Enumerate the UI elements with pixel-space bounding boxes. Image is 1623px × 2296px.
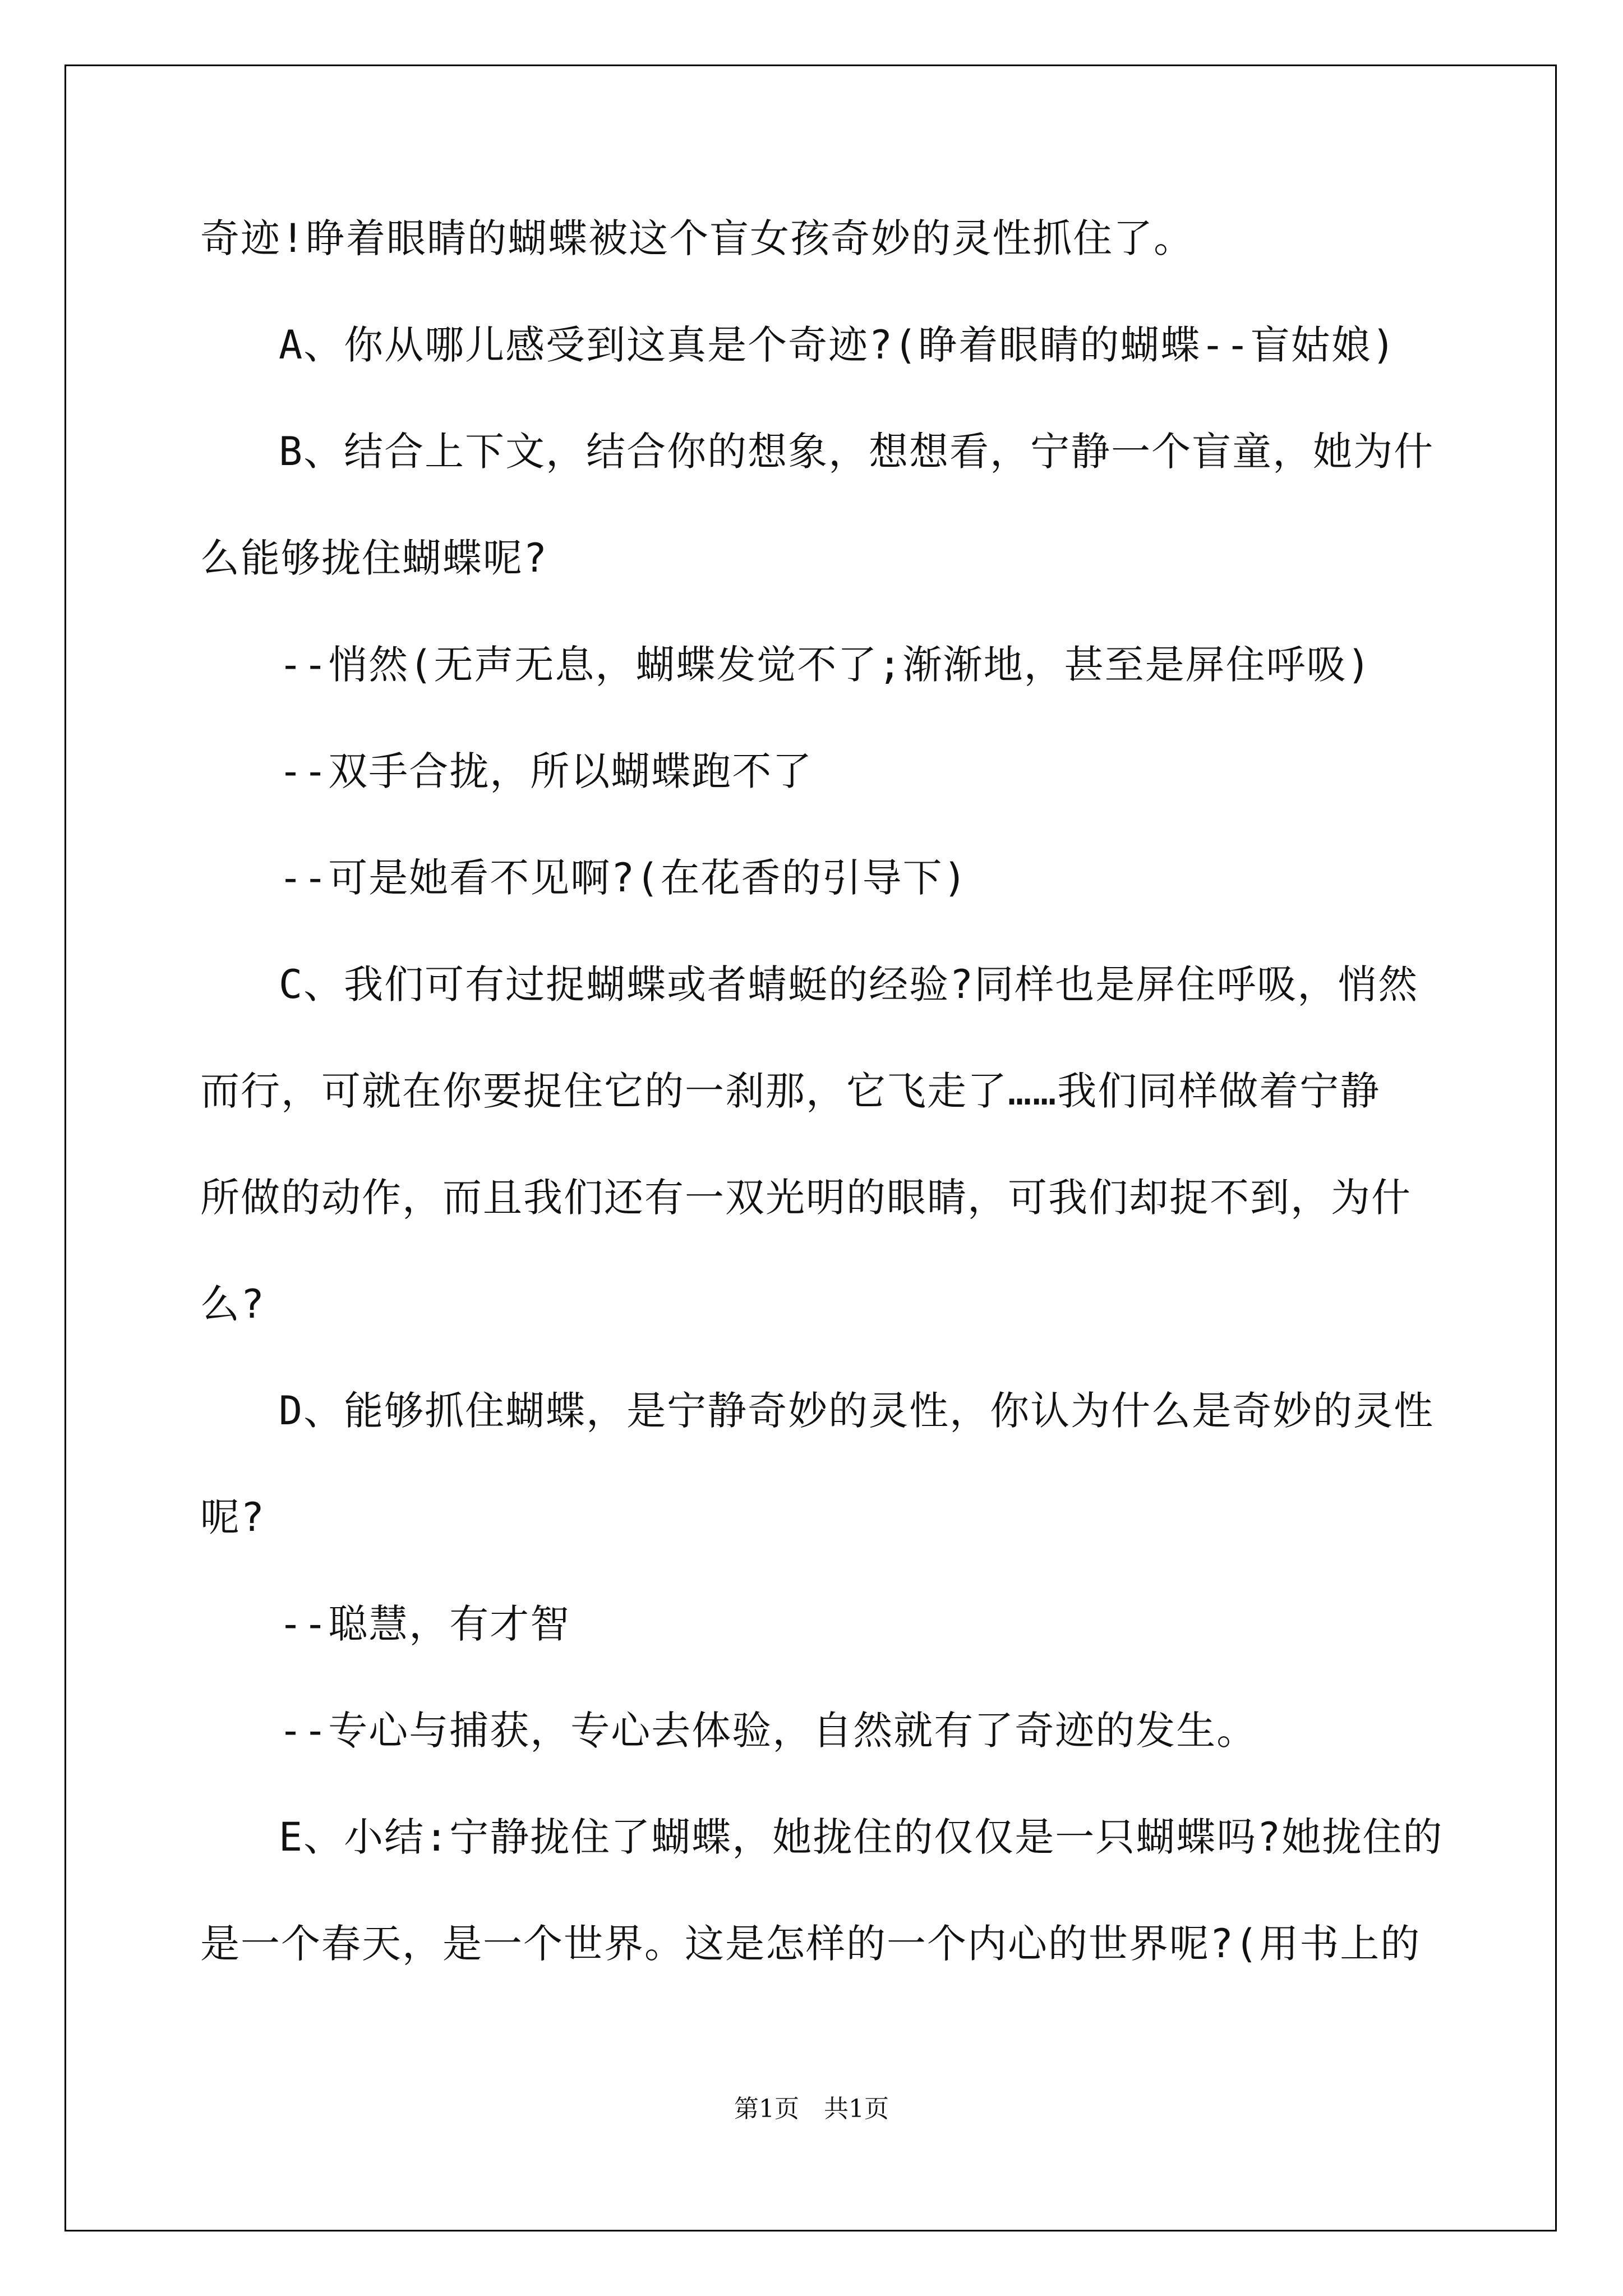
body-line-11: 么? [200, 1281, 266, 1327]
body-line-6: --双手合拢，所以蝴蝶跑不了 [279, 748, 813, 794]
body-line-16: E、小结:宁静拢住了蝴蝶，她拢住的仅仅是一只蝴蝶吗?她拢住的 [279, 1814, 1444, 1860]
body-line-2: A、你从哪儿感受到这真是个奇迹?(睁着眼睛的蝴蝶--盲姑娘) [279, 322, 1396, 368]
body-line-3: B、结合上下文，结合你的想象，想想看，宁静一个盲童，她为什 [279, 429, 1435, 475]
body-line-10: 所做的动作，而且我们还有一双光明的眼睛，可我们却捉不到，为什 [200, 1175, 1412, 1221]
body-line-5: --悄然(无声无息，蝴蝶发觉不了;渐渐地，甚至是屏住呼吸) [279, 642, 1372, 688]
page-number-footer: 第1页 共1页 [734, 2095, 889, 2123]
page-border [64, 65, 1557, 2231]
body-line-4: 么能够拢住蝴蝶呢? [200, 535, 548, 581]
body-line-8: C、我们可有过捉蝴蝶或者蜻蜓的经验?同样也是屏住呼吸，悄然 [279, 961, 1419, 1007]
body-line-7: --可是她看不见啊?(在花香的引导下) [279, 855, 968, 901]
body-line-15: --专心与捕获，专心去体验，自然就有了奇迹的发生。 [279, 1708, 1257, 1754]
body-line-12: D、能够抓住蝴蝶，是宁静奇妙的灵性，你认为什么是奇妙的灵性 [279, 1388, 1435, 1434]
body-line-1: 奇迹!睁着眼睛的蝴蝶被这个盲女孩奇妙的灵性抓住了。 [200, 215, 1195, 261]
body-line-17: 是一个春天，是一个世界。这是怎样的一个内心的世界呢?(用书上的 [200, 1921, 1421, 1967]
body-line-14: --聪慧，有才智 [279, 1601, 571, 1647]
body-line-9: 而行，可就在你要捉住它的一刹那，它飞走了……我们同样做着宁静 [200, 1068, 1381, 1114]
body-line-13: 呢? [200, 1494, 266, 1540]
